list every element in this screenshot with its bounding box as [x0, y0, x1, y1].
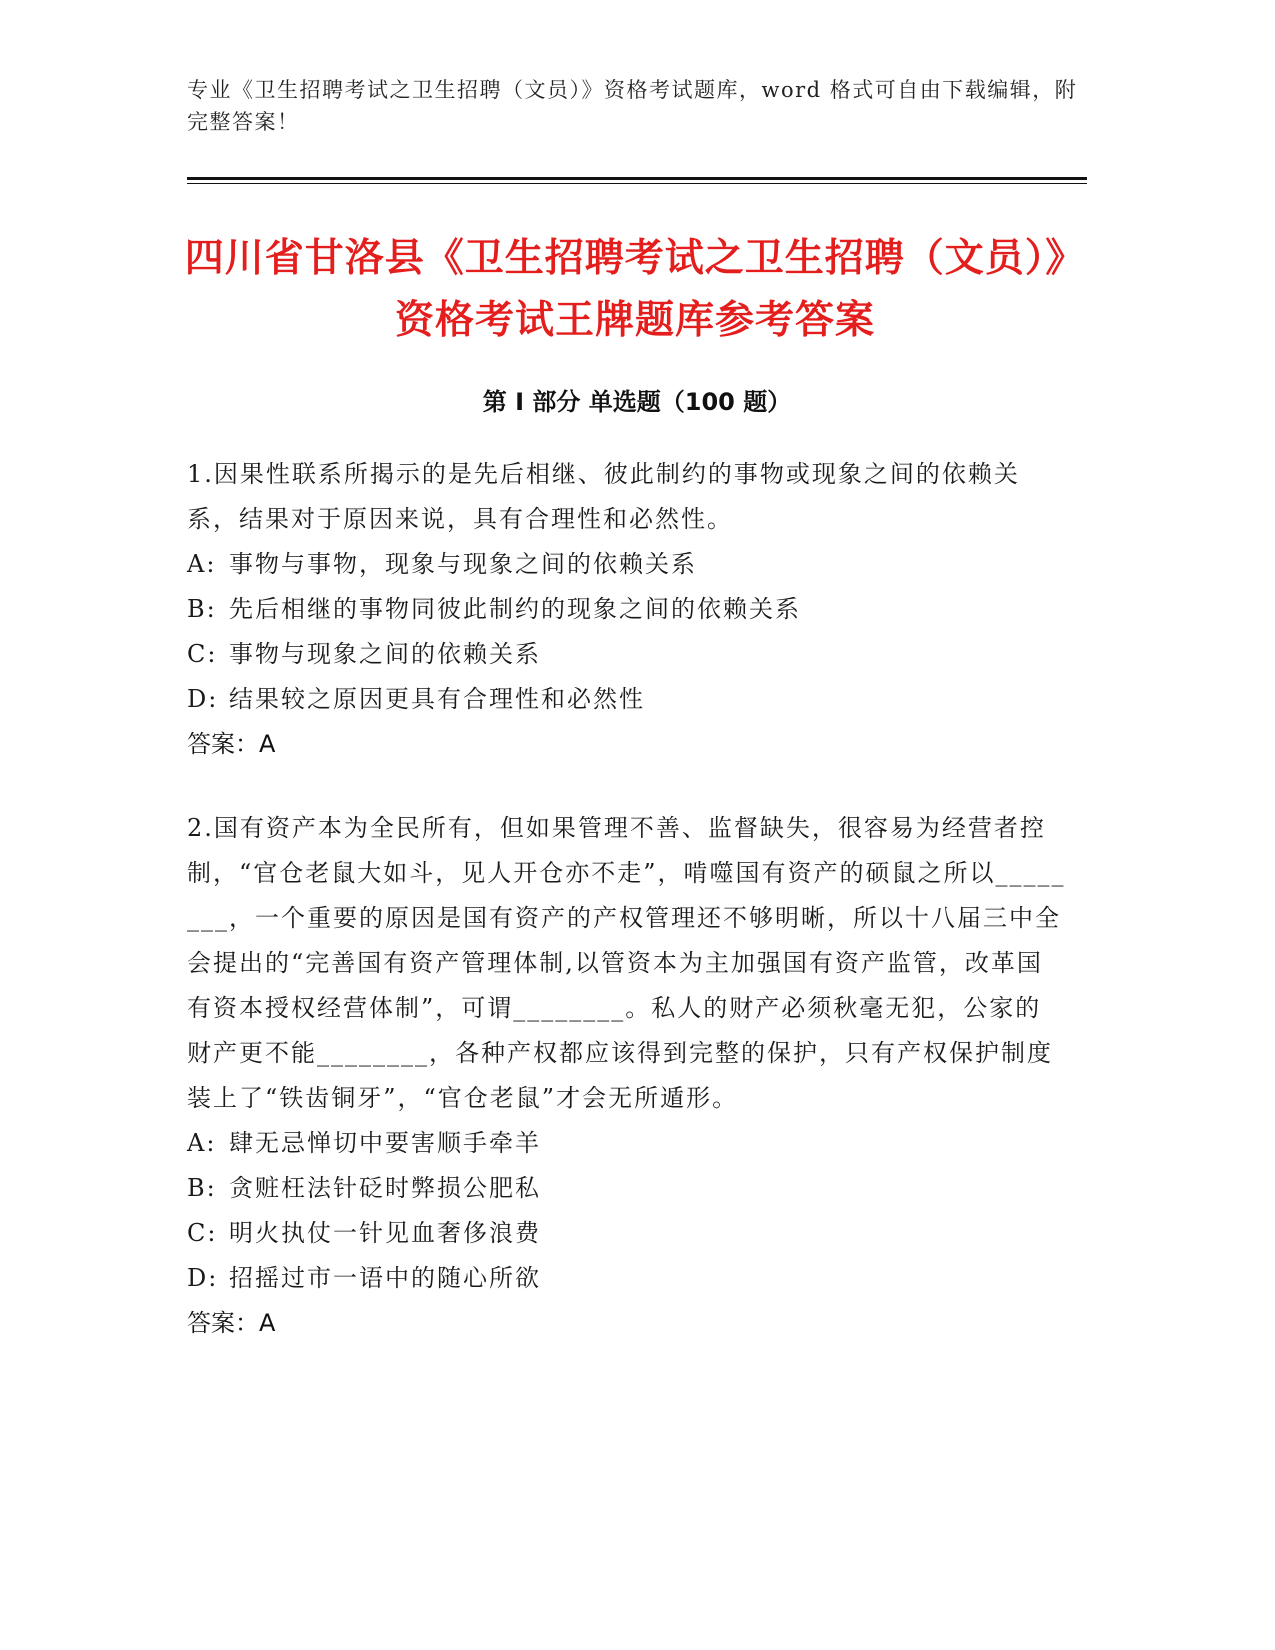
option-text: 事物与现象之间的依赖关系 — [229, 640, 541, 668]
option-key: C: — [187, 640, 218, 668]
question-1 — [187, 452, 1067, 767]
option-c — [187, 632, 1067, 677]
option-c — [187, 1211, 1067, 1256]
option-key: B: — [187, 595, 217, 623]
section-title: 第 I 部分 单选题（100 题） — [482, 388, 792, 416]
option-a — [187, 1121, 1067, 1166]
option-text: 招摇过市一语中的随心所欲 — [229, 1264, 541, 1292]
option-b — [187, 587, 1067, 632]
header-divider-thin — [187, 183, 1087, 184]
option-key: B: — [187, 1174, 217, 1202]
option-key: D: — [187, 1264, 219, 1292]
option-text: 先后相继的事物同彼此制约的现象之间的依赖关系 — [229, 595, 801, 623]
header-divider-thick — [187, 177, 1087, 180]
header-note: 专业《卫生招聘考试之卫生招聘（文员）》资格考试题库，word 格式可自由下载编辑，附完整答案！ — [187, 78, 1078, 134]
option-d — [187, 677, 1067, 722]
document-title: 四川省甘洛县《卫生招聘考试之卫生招聘（文员）》资格考试王牌题库参考答案 — [184, 236, 1086, 343]
option-key: A: — [187, 1129, 217, 1157]
option-b — [187, 1166, 1067, 1211]
option-d — [187, 1256, 1067, 1301]
option-key: C: — [187, 1219, 218, 1247]
option-a — [187, 542, 1067, 587]
question-2 — [187, 806, 1067, 1346]
question-stem: 2.国有资产本为全民所有，但如果管理不善、监督缺失，很容易为经营者控制，“官仓老鼠大如斗，见人开仓亦不走”，啃噬国有资产的硕鼠之所以________，一个重要的原因是国有资产的产权管理还不够明晰，所以十八届三中全会提出的“完善国有资产管理体制,以管资本为主加强国有资产监管，改革国有资本授权经营体制”，可谓________。私人的财产必须秋毫无犯，公家的财产更不能________，各种产权都应该得到完整的保护，只有产权保护制度装上了“铁齿铜牙”，“官仓老鼠”才会无所遁形。 — [187, 814, 1066, 1112]
option-text: 明火执仗一针见血奢侈浪费 — [229, 1219, 541, 1247]
question-stem: 1.因果性联系所揭示的是先后相继、彼此制约的事物或现象之间的依赖关系，结果对于原因来说，具有合理性和必然性。 — [187, 460, 1020, 533]
option-text: 贪赃枉法针砭时弊损公肥私 — [229, 1174, 541, 1202]
option-key: A: — [187, 550, 217, 578]
answer: 答案：A — [187, 730, 276, 758]
option-text: 事物与事物，现象与现象之间的依赖关系 — [229, 550, 697, 578]
option-text: 肆无忌惮切中要害顺手牵羊 — [229, 1129, 541, 1157]
option-text: 结果较之原因更具有合理性和必然性 — [229, 685, 645, 713]
option-key: D: — [187, 685, 219, 713]
answer: 答案：A — [187, 1309, 276, 1337]
